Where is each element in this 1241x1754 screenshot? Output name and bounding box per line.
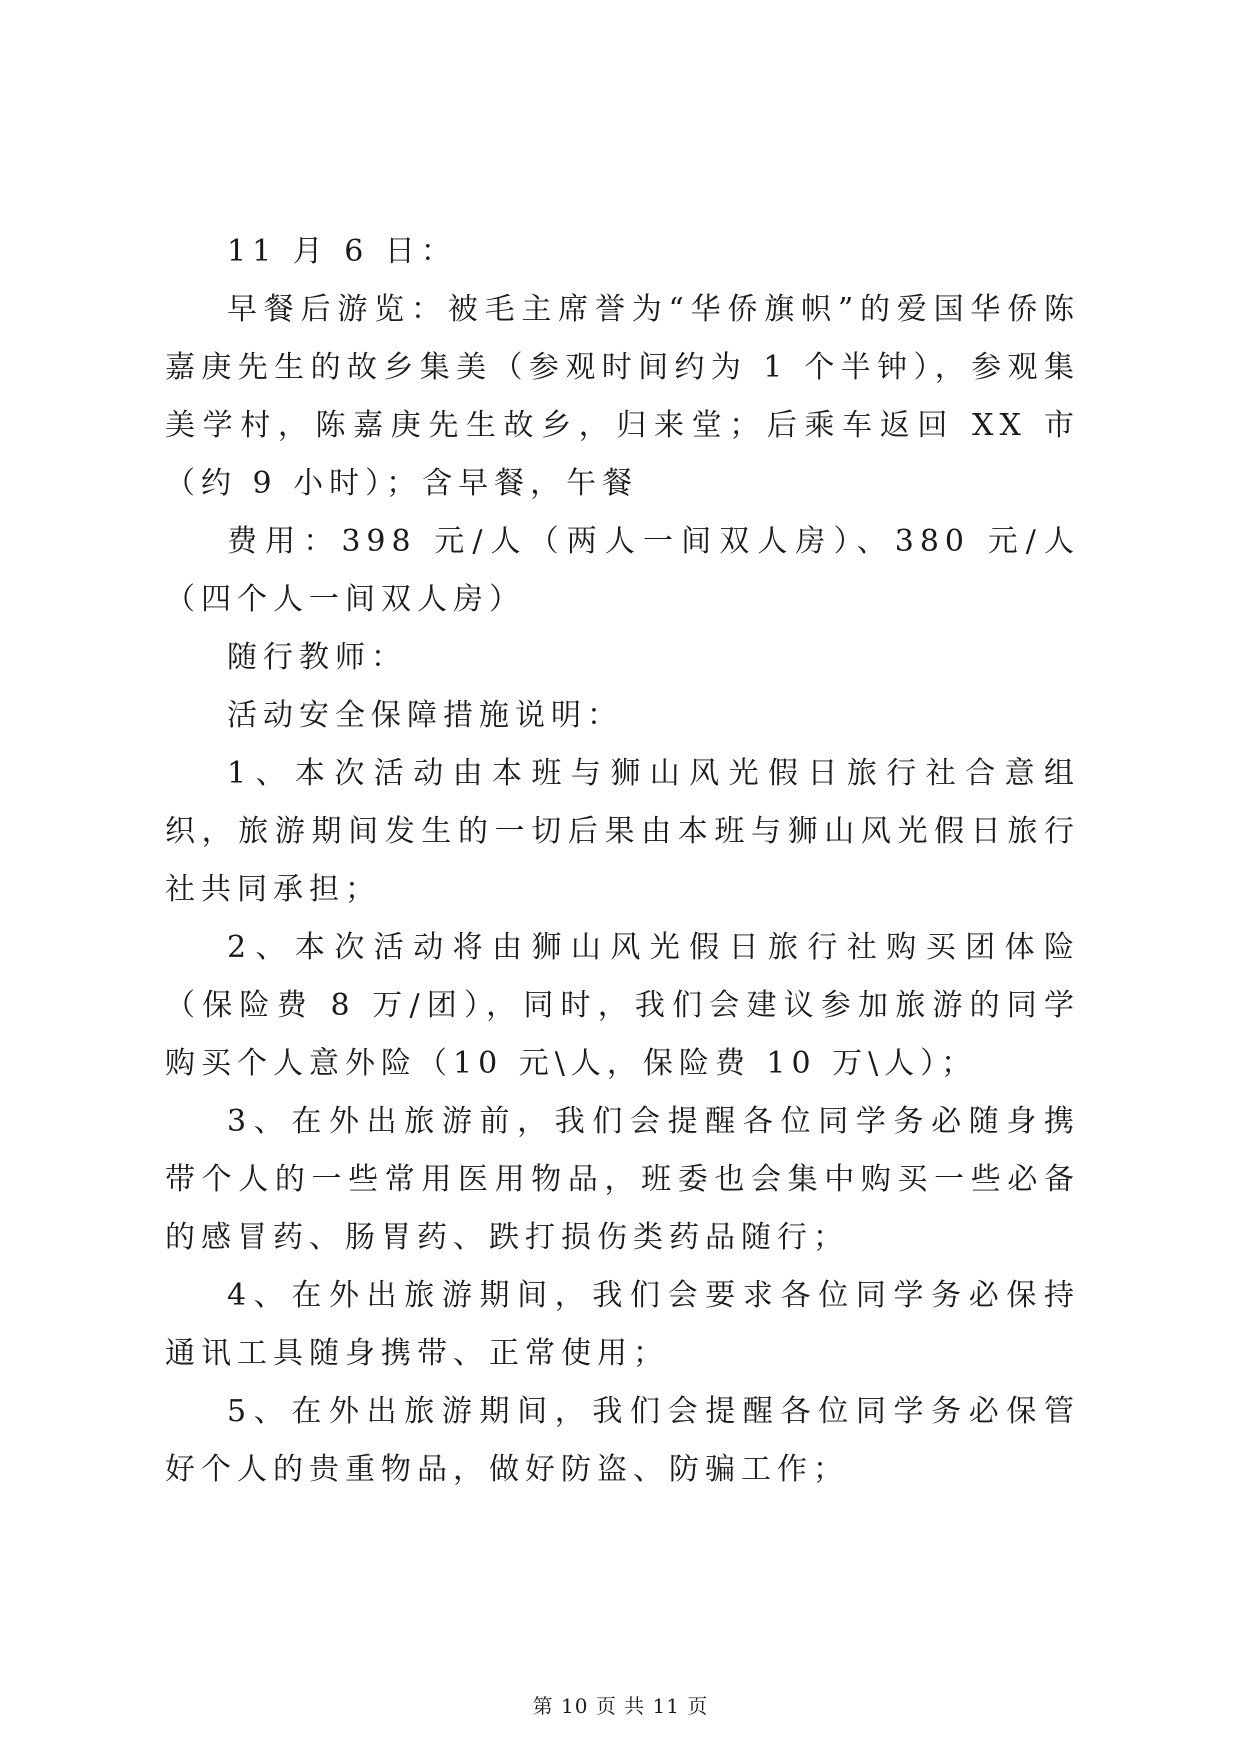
paragraph-safety-item-1: 1、本次活动由本班与狮山风光假日旅行社合意组织，旅游期间发生的一切后果由本班与狮山风光假日旅行社共同承担；: [165, 756, 1080, 907]
paragraph-safety-heading: 活动安全保障措施说明：: [227, 698, 623, 733]
paragraph-safety-item-3: 3、在外出旅游前，我们会提醒各位同学务必随身携带个人的一些常用医用物品，班委也会集中购买一些必备的感冒药、肠胃药、跌打损伤类药品随行；: [165, 1104, 1080, 1255]
paragraph-safety-item-5: 5、在外出旅游期间，我们会提醒各位同学务必保管好个人的贵重物品，做好防盗、防骗工作；: [165, 1394, 1080, 1487]
paragraph-cost: 费用：398 元/人（两人一间双人房）、380 元/人（四个人一间双人房）: [165, 524, 1080, 617]
paragraph-teachers: 随行教师：: [227, 640, 407, 675]
paragraph-itinerary: 早餐后游览：被毛主席誉为“华侨旗帜”的爱国华侨陈嘉庚先生的故乡集美（参观时间约为 1 个半钟），参观集美学村，陈嘉庚先生故乡，归来堂；后乘车返回 XX 市（约 9 小时）；含早餐，午餐: [165, 292, 1080, 501]
paragraph-date: 11 月 6 日：: [227, 234, 457, 269]
paragraph-safety-item-4: 4、在外出旅游期间，我们会要求各位同学务必保持通讯工具随身携带、正常使用；: [165, 1278, 1080, 1371]
page-number-footer: 第 10 页 共 11 页: [532, 1694, 709, 1718]
document-body: [165, 223, 1080, 1499]
paragraph-safety-item-2: 2、本次活动将由狮山风光假日旅行社购买团体险（保险费 8 万/团），同时，我们会建议参加旅游的同学购买个人意外险（10 元\人，保险费 10 万\人）；: [165, 930, 1080, 1081]
